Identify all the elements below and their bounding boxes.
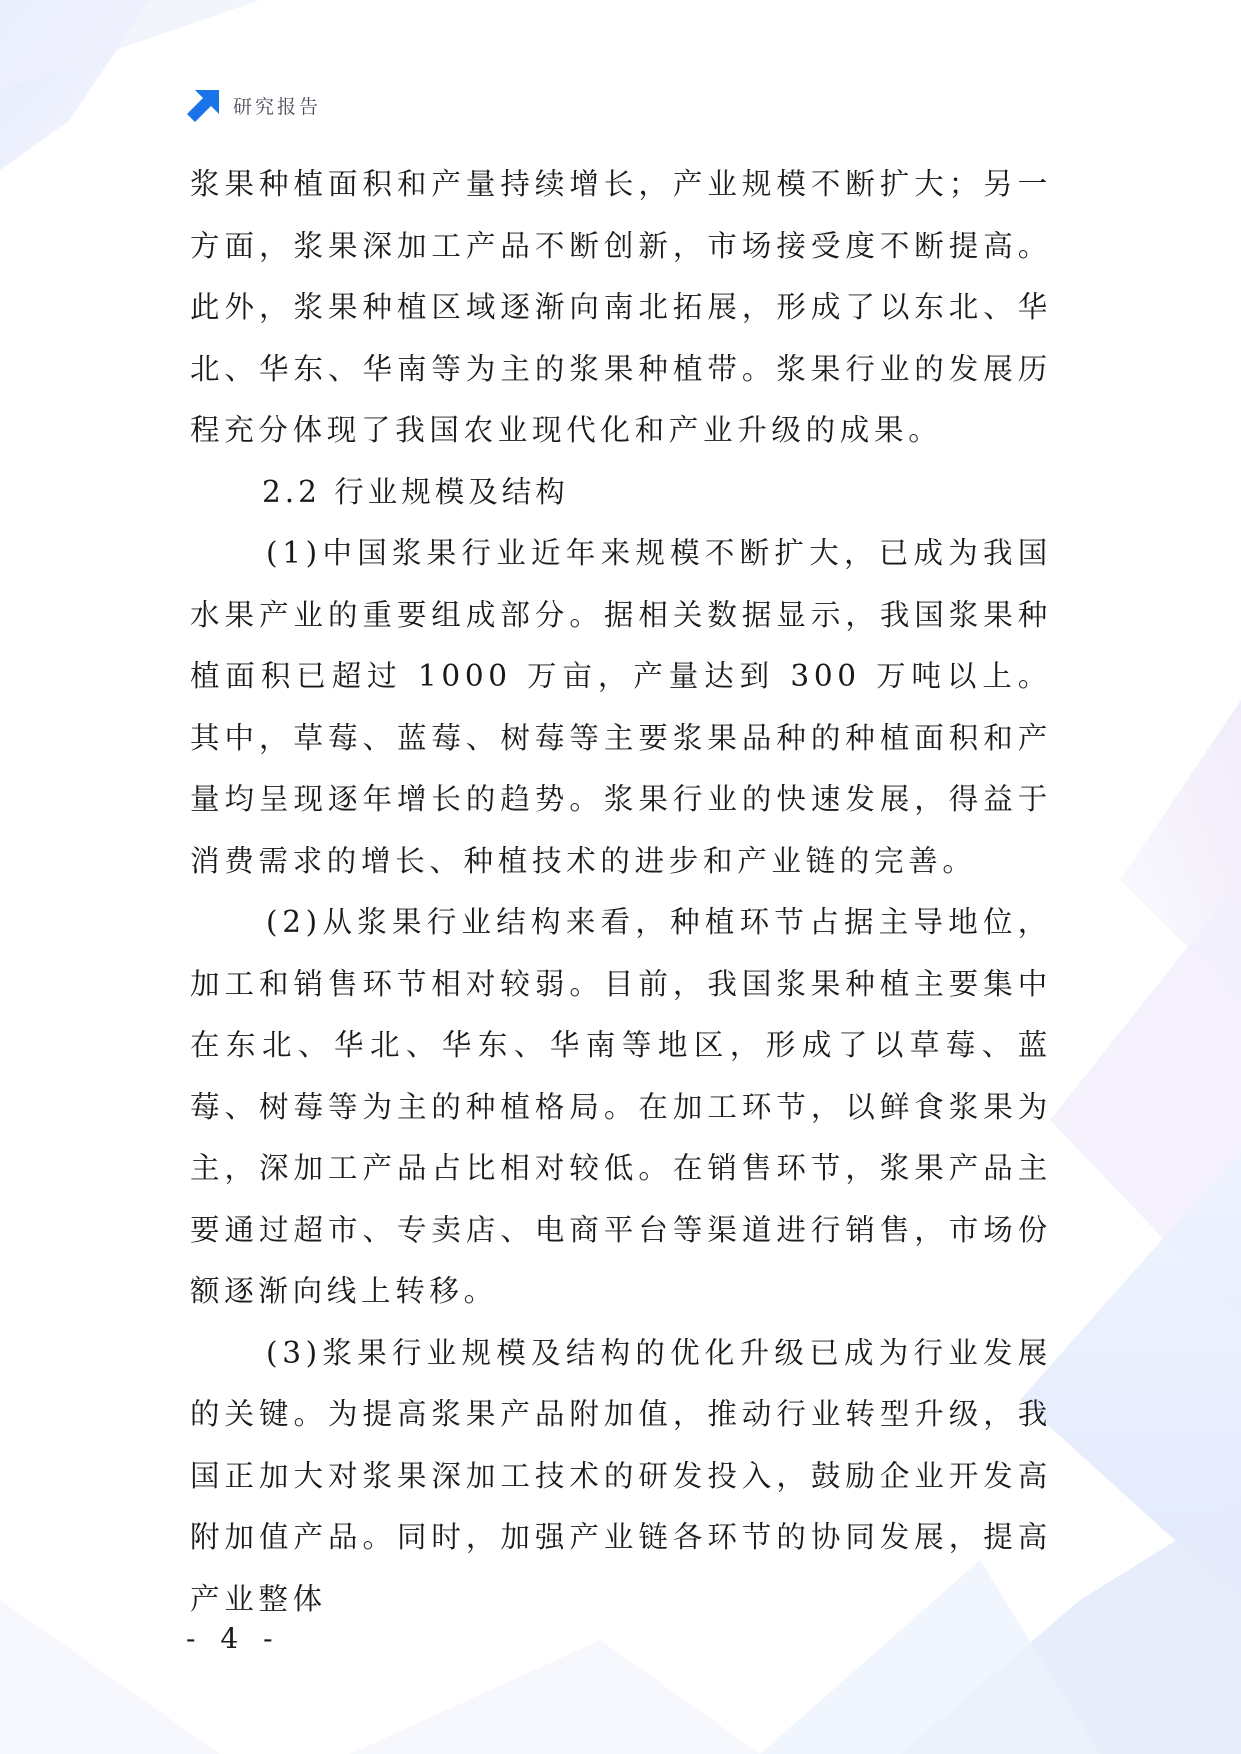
document-header [187, 88, 321, 122]
section-heading: 2.2 行业规模及结构 [262, 474, 569, 509]
arrow-up-right-icon [187, 88, 221, 122]
page-number: - 4 - [186, 1622, 281, 1655]
header-title: 研究报告 [233, 95, 322, 118]
paragraph-2: (2)从浆果行业结构来看，种植环节占据主导地位，加工和销售环节相对较弱。目前，我国浆果种植主要集中在东北、华北、华东、华南等地区，形成了以草莓、蓝莓、树莓等为主的种植格局。在加工环节，以鲜食浆果为主，深加工产品占比相对较低。在销售环节，浆果产品主要通过超市、专卖店、电商平台等渠道进行销售，市场份额逐渐向线上转移。 [190, 905, 1052, 1308]
document-body [190, 154, 1052, 1630]
paragraph-1: (1)中国浆果行业近年来规模不断扩大，已成为我国水果产业的重要组成部分。据相关数据显示，我国浆果种植面积已超过 1000 万亩，产量达到 300 万吨以上。其中，草莓、蓝莓、树莓等主要浆果品种的种植面积和产量均呈现逐年增长的趋势。浆果行业的快速发展，得益于消费需求的增长、种植技术的进步和产业链的完善。 [190, 536, 1052, 878]
paragraph-intro: 浆果种植面积和产量持续增长，产业规模不断扩大；另一方面，浆果深加工产品不断创新，市场接受度不断提高。此外，浆果种植区域逐渐向南北拓展，形成了以东北、华北、华东、华南等为主的浆果种植带。浆果行业的发展历程充分体现了我国农业现代化和产业升级的成果。 [190, 167, 1052, 447]
paragraph-3: (3)浆果行业规模及结构的优化升级已成为行业发展的关键。为提高浆果产品附加值，推动行业转型升级，我国正加大对浆果深加工技术的研发投入，鼓励企业开发高附加值产品。同时，加强产业链各环节的协同发展，提高产业整体 [190, 1335, 1052, 1616]
